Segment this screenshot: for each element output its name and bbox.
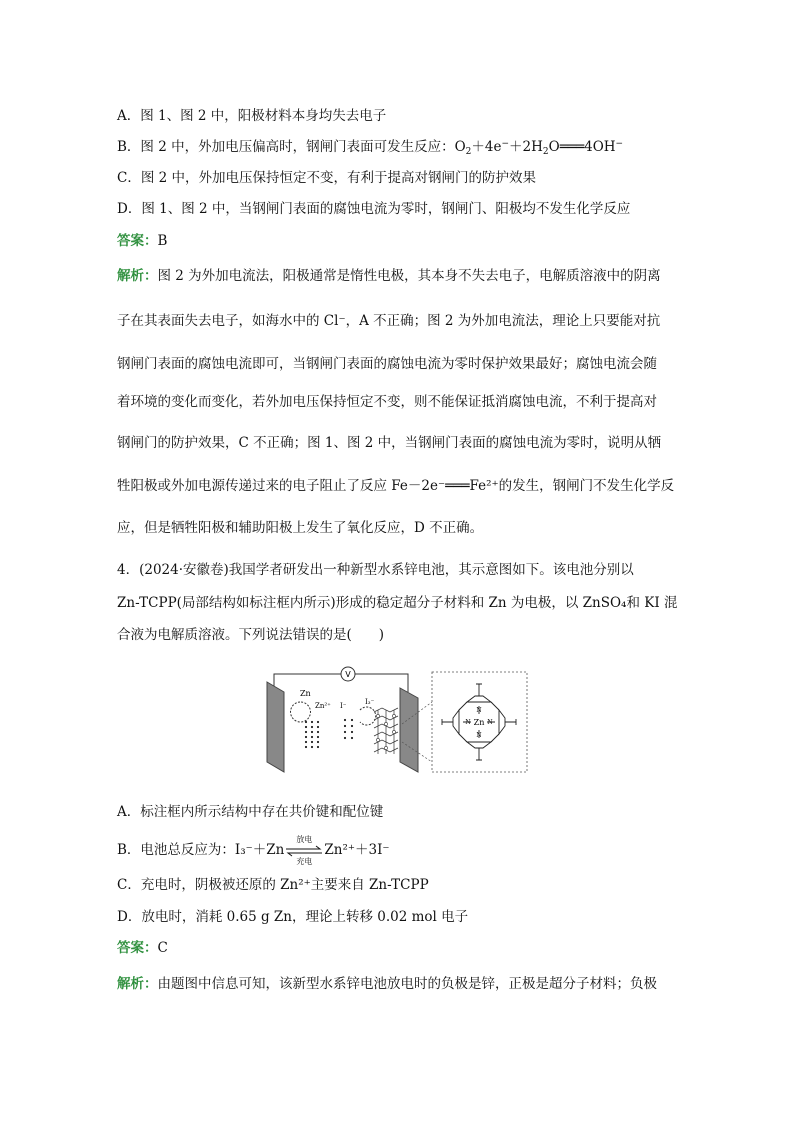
reversible-arrow — [284, 834, 324, 866]
superscript: − — [615, 139, 624, 149]
q4-option-b — [117, 834, 390, 866]
q4-stem-line-2: Zn-TCPP(局部结构如标注框内所示)形成的稳定超分子材料和 Zn 为电极，以 ZnSO₄和 KI 混 — [117, 595, 678, 611]
q3-option-b-text2: ＋4e — [471, 139, 502, 155]
q4-option-d: D．放电时，消耗 0.65 g Zn，理论上转移 0.02 mol 电子 — [117, 909, 469, 925]
q4-analysis-line-1 — [117, 972, 657, 992]
ion-dots — [305, 719, 353, 748]
q3-analysis-line-3: 钢闸门表面的腐蚀电流即可，当钢闸门表面的腐蚀电流为零时保护效果最好；腐蚀电流会随 — [117, 356, 657, 372]
q3-analysis-line-5: 钢闸门的防护效果，C 不正确；图 1、图 2 中，当钢闸门表面的腐蚀电流为零时，说明从牺 — [117, 435, 662, 451]
analysis-label: 解析： — [117, 976, 158, 992]
q4-stem-line-3: 合液为电解质溶液。下列说法错误的是( ) — [117, 627, 385, 643]
analysis-text: 图 2 为外加电流法，阳极通常是惰性电极，其本身不失去电子，电解质溶液中的阴离 — [157, 268, 661, 284]
q3-option-b — [117, 135, 623, 157]
arrow-bottom-label: 充电 — [296, 856, 313, 866]
q3-analysis-line-6: 牲阳极或外加电源传递过来的电子阻止了反应 Fe－2e⁻═══Fe²⁺的发生，钢闸门不发生化学反 — [117, 478, 675, 494]
superscript: − — [501, 139, 510, 149]
q3-analysis-line-2: 子在其表面失去电子，如海水中的 Cl⁻，A 不正确；图 2 为外加电流法，理论上只要能对抗 — [117, 313, 661, 329]
answer-label: 答案： — [117, 940, 158, 956]
arrow-top-label: 放电 — [296, 834, 313, 844]
q4-option-b-text: B．电池总反应为：I₃⁻＋Zn — [117, 842, 285, 858]
n-label: N — [465, 719, 471, 726]
zn-ion-label: Zn²⁺ — [315, 702, 331, 710]
q3-option-c: C．图 2 中，外加电压保持恒定不变，有利于提高对钢闸门的防护效果 — [117, 170, 537, 186]
q4-stem-line-1: 4．(2024·安徽卷)我国学者研发出一种新型水系锌电池，其示意图如下。该电池分别以 — [117, 562, 634, 578]
subscript: 2 — [542, 147, 549, 157]
q4-answer — [117, 936, 168, 956]
analysis-label: 解析： — [117, 268, 158, 284]
iodide-label: I⁻ — [340, 702, 347, 710]
zn-electrode-label: Zn — [300, 689, 311, 698]
answer-value: B — [157, 233, 168, 249]
q3-option-b-text: B．图 2 中，外加电压偏高时，钢闸门表面可发生反应：O — [117, 139, 466, 155]
q3-analysis-line-7: 应，但是牺牲阳极和辅助阳极上发生了氧化反应，D 不正确。 — [117, 520, 484, 536]
analysis-text: 由题图中信息可知，该新型水系锌电池放电时的负极是锌，正极是超分子材料；负极 — [157, 976, 657, 992]
battery-schematic-figure — [262, 662, 534, 776]
supramolecular-electrode-plate — [400, 688, 418, 772]
q3-answer — [117, 229, 167, 249]
voltmeter-label: V — [345, 670, 351, 679]
answer-label: 答案： — [117, 233, 158, 249]
n-label: N — [476, 732, 482, 739]
q4-option-c: C．充电时，阴极被还原的 Zn²⁺主要来自 Zn-TCPP — [117, 877, 429, 893]
n-label: N — [476, 707, 482, 714]
q3-option-b-text4: O═══4OH — [548, 139, 616, 155]
subscript: 2 — [465, 147, 472, 157]
q4-option-a: A．标注框内所示结构中存在共价键和配位键 — [117, 804, 384, 820]
q3-analysis-line-1 — [117, 264, 661, 284]
q3-analysis-line-4: 着环境的变化而变化，若外加电压保持恒定不变，则不能保证抵消腐蚀电流，不利于提高对 — [117, 394, 657, 410]
porphyrin-zn-label: Zn — [473, 718, 485, 727]
answer-value: C — [157, 940, 168, 956]
zn-electrode-plate — [267, 682, 284, 772]
q3-option-b-text3: ＋2H — [509, 139, 543, 155]
q3-option-d: D．图 1、图 2 中，当钢闸门表面的腐蚀电流为零时，钢闸门、阳极均不发生化学反应 — [117, 201, 631, 217]
triiodide-label: I₃⁻ — [365, 698, 375, 706]
q4-option-b-text2: Zn²⁺＋3I⁻ — [324, 842, 390, 858]
q3-option-a: A．图 1、图 2 中，阳极材料本身均失去电子 — [117, 108, 387, 124]
n-label: N — [487, 719, 493, 726]
